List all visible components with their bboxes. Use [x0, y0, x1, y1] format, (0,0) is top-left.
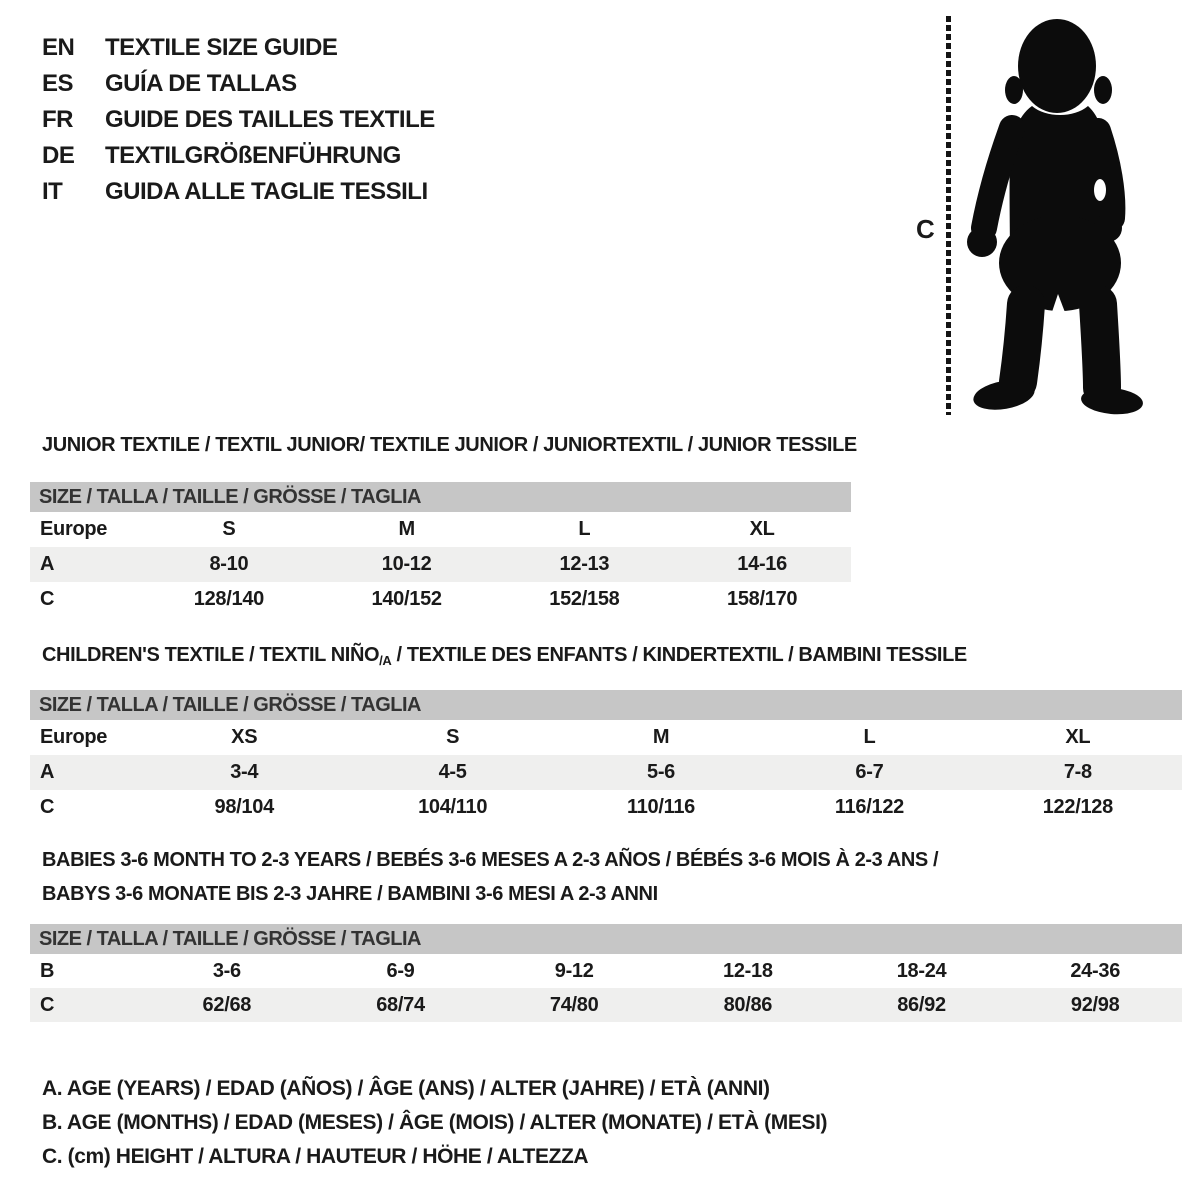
measurement-legend: [42, 1072, 827, 1174]
table-row-c: [30, 582, 851, 617]
table-cell: 24-36: [1070, 960, 1121, 982]
guide-title: GUIDA ALLE TAGLIE TESSILI: [105, 178, 428, 205]
language-code: IT: [42, 178, 63, 205]
language-code: DE: [42, 142, 75, 169]
guide-title: GUÍA DE TALLAS: [105, 70, 297, 97]
babies-table-title-line1: BABIES 3-6 MONTH TO 2-3 YEARS / BEBÉS 3-6 MESES A 2-3 AÑOS / BÉBÉS 3-6 MOIS À 2-3 ANS /: [42, 849, 939, 871]
table-cell: 12-18: [723, 960, 773, 982]
table-cell: S: [222, 518, 236, 540]
table-cell: 98/104: [214, 796, 274, 818]
table-cell: S: [446, 726, 460, 748]
table-row-a: [30, 755, 1182, 790]
table-cell: 152/158: [549, 588, 620, 610]
size-header-bar: [30, 690, 1182, 720]
size-header-bar: [30, 482, 851, 512]
size-header-bar: [30, 924, 1182, 954]
language-row-en: [42, 30, 435, 66]
row-label: C: [40, 796, 55, 818]
legend-line-c: C. (cm) HEIGHT / ALTURA / HAUTEUR / HÖHE / ALTEZZA: [42, 1145, 589, 1168]
babies-size-table: [30, 849, 1182, 1029]
table-row-a: [30, 547, 851, 582]
height-measure-dashed-line: [946, 16, 951, 415]
table-cell: 128/140: [193, 588, 264, 610]
table-cell: 12-13: [559, 553, 610, 575]
language-row-de: [42, 138, 435, 174]
table-cell: 74/80: [549, 994, 599, 1016]
table-cell: 10-12: [381, 553, 432, 575]
table-cell: XL: [1065, 726, 1091, 748]
table-cell: 3-4: [230, 761, 259, 783]
language-code: FR: [42, 106, 73, 133]
table-cell: 7-8: [1063, 761, 1092, 783]
table-cell: 62/68: [202, 994, 252, 1016]
toddler-silhouette-icon: [962, 16, 1147, 416]
row-label: Europe: [40, 726, 108, 748]
table-cell: 4-5: [438, 761, 467, 783]
row-label: A: [40, 553, 55, 575]
children-table-rows: [30, 720, 1182, 825]
size-header-text: SIZE / TALLA / TAILLE / GRÖSSE / TAGLIA: [39, 928, 421, 950]
table-cell: 6-9: [386, 960, 415, 982]
table-cell: 104/110: [418, 796, 488, 818]
row-label: C: [40, 588, 55, 610]
table-cell: XS: [231, 726, 258, 748]
table-cell: 8-10: [209, 553, 249, 575]
junior-size-table: [30, 434, 857, 624]
language-title-list: [42, 30, 435, 210]
children-title-subscript: /A: [379, 653, 392, 668]
children-table-title: [42, 644, 967, 668]
table-row-europe: [30, 512, 851, 547]
row-label: C: [40, 994, 55, 1016]
language-row-fr: [42, 102, 435, 138]
table-cell: M: [398, 518, 415, 540]
table-cell: 3-6: [212, 960, 241, 982]
size-header-text: SIZE / TALLA / TAILLE / GRÖSSE / TAGLIA: [39, 694, 421, 716]
table-cell: 14-16: [737, 553, 787, 575]
row-label: A: [40, 761, 55, 783]
language-code: ES: [42, 70, 74, 97]
table-cell: 158/170: [727, 588, 798, 610]
language-row-it: [42, 174, 435, 210]
children-title-main: CHILDREN'S TEXTILE / TEXTIL NIÑO: [42, 644, 380, 666]
table-cell: 110/116: [627, 796, 696, 818]
table-row-europe: [30, 720, 1182, 755]
table-cell: XL: [749, 518, 775, 540]
row-label: Europe: [40, 518, 108, 540]
table-cell: 92/98: [1070, 994, 1120, 1016]
guide-title: TEXTILGRÖßENFÜHRUNG: [105, 142, 401, 169]
guide-title: GUIDE DES TAILLES TEXTILE: [105, 106, 435, 133]
size-header-text: SIZE / TALLA / TAILLE / GRÖSSE / TAGLIA: [39, 486, 421, 508]
table-cell: 68/74: [376, 994, 425, 1016]
table-cell: 6-7: [855, 761, 884, 783]
table-row-c: [30, 988, 1182, 1022]
table-row-b: [30, 954, 1182, 988]
table-cell: 80/86: [723, 994, 773, 1016]
children-title-rest: / TEXTILE DES ENFANTS / KINDERTEXTIL / BAMBINI TESSILE: [391, 644, 967, 666]
table-cell: L: [578, 518, 591, 540]
table-cell: 122/128: [1042, 796, 1113, 818]
guide-title: TEXTILE SIZE GUIDE: [105, 34, 338, 61]
legend-line-a: A. AGE (YEARS) / EDAD (AÑOS) / ÂGE (ANS) / ALTER (JAHRE) / ETÀ (ANNI): [42, 1077, 770, 1100]
table-cell: 5-6: [647, 761, 676, 783]
table-cell: 140/152: [371, 588, 442, 610]
language-row-es: [42, 66, 435, 102]
babies-table-rows: [30, 954, 1182, 1022]
table-cell: 116/122: [834, 796, 904, 818]
table-cell: 9-12: [554, 960, 594, 982]
table-cell: 86/92: [897, 994, 946, 1016]
table-cell: M: [652, 726, 670, 748]
children-size-table: [30, 644, 1182, 834]
table-row-c: [30, 790, 1182, 825]
height-measure-label: C: [916, 214, 935, 244]
row-label: B: [40, 960, 55, 982]
junior-table-rows: [30, 512, 851, 617]
junior-table-title: JUNIOR TEXTILE / TEXTIL JUNIOR/ TEXTILE JUNIOR / JUNIORTEXTIL / JUNIOR TESSILE: [42, 434, 857, 456]
babies-table-title-line2: BABYS 3-6 MONATE BIS 2-3 JAHRE / BAMBINI 3-6 MESI A 2-3 ANNI: [42, 883, 658, 905]
language-code: EN: [42, 34, 75, 61]
legend-line-b: B. AGE (MONTHS) / EDAD (MESES) / ÂGE (MOIS) / ALTER (MONATE) / ETÀ (MESI): [42, 1111, 828, 1134]
table-cell: 18-24: [896, 960, 947, 982]
table-cell: L: [863, 726, 876, 748]
